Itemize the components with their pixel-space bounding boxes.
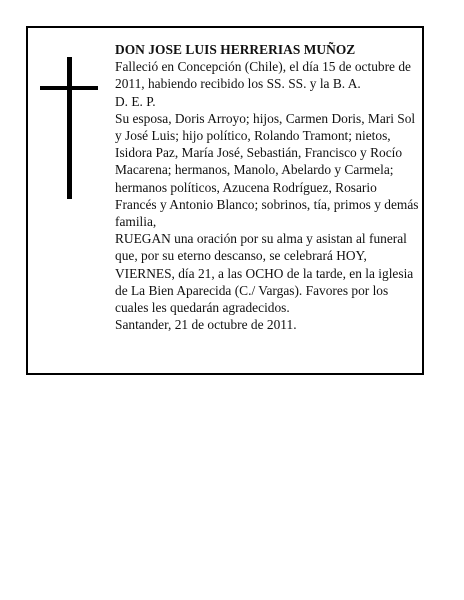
place-and-date: Santander, 21 de octubre de 2011.	[115, 317, 297, 333]
cross-vertical-bar	[67, 57, 72, 199]
cross-icon	[40, 57, 98, 199]
deceased-name: DON JOSE LUIS HERRERIAS MUÑOZ	[115, 42, 356, 57]
family-list: Su esposa, Doris Arroyo; hijos, Carmen Doris, Mari Sol y José Luis; hijo político, Rolando Tramont; nietos, Isidora Paz, María José, Sebastián, Francisco y Rocío Macarena; hermanos, Manolo, Abelardo y Carmela; hermanos políticos, Azucena Rodríguez, Rosario Francés y Antonio Blanco; sobrinos, tía, primos y demás familia,	[115, 110, 419, 230]
death-statement: Falleció en Concepción (Chile), el día 15 de octubre de 2011, habiendo recibido los SS. SS. y la B. A.	[115, 59, 411, 92]
cross-horizontal-bar	[40, 86, 98, 90]
funeral-request: RUEGAN una oración por su alma y asistan al funeral que, por su eterno descanso, se celebrará HOY, VIERNES, día 21, a las OCHO de la tarde, en la iglesia de La Bien Aparecida (C./ Vargas). Favores por los cuales les quedarán agradecidos.	[115, 231, 414, 316]
obituary-text	[115, 41, 421, 333]
obituary-notice	[26, 26, 424, 375]
rest-in-peace: D. E. P.	[115, 93, 156, 109]
